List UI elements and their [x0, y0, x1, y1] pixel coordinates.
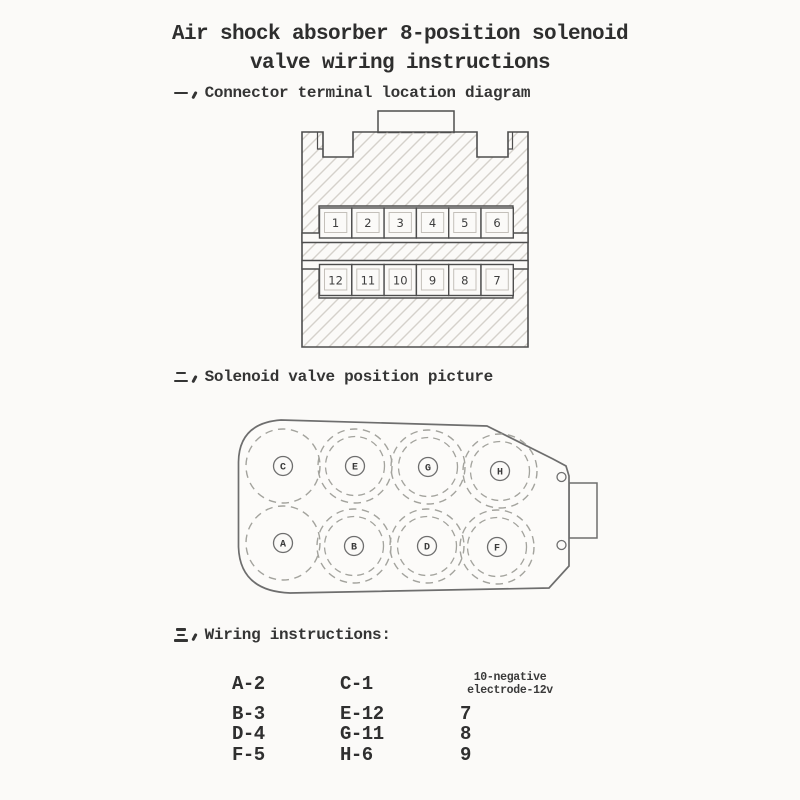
terminal-3: [384, 208, 416, 238]
cjk-comma-icon: [191, 633, 197, 641]
cjk-comma-icon: [191, 375, 197, 383]
svg-text:C: C: [279, 462, 287, 474]
terminal-6: [481, 208, 513, 238]
wiring-note-line1: 10-negative: [473, 670, 547, 684]
svg-text:1: 1: [331, 216, 340, 230]
svg-text:A: A: [279, 539, 287, 551]
svg-text:D: D: [423, 542, 431, 554]
svg-text:8: 8: [461, 273, 469, 288]
wiring-terminal-7: 7: [460, 703, 471, 725]
svg-text:E: E: [351, 462, 359, 474]
wiring-pair-c: C-1: [340, 673, 373, 695]
page-title-line1: Air shock absorber 8-position solenoid: [171, 23, 629, 46]
svg-text:G: G: [424, 463, 432, 475]
svg-text:10: 10: [392, 273, 408, 288]
section-heading-3: [173, 626, 391, 644]
cjk-numeral-three: [173, 627, 188, 643]
terminal-12: [320, 265, 352, 296]
valve-body: [239, 420, 570, 593]
cjk-numeral-two: [173, 369, 188, 385]
wiring-note-negative-electrode: [450, 664, 570, 704]
solenoid-valve-picture: [225, 408, 605, 600]
wiring-pair-g: G-11: [340, 723, 384, 745]
terminal-7: [481, 265, 513, 296]
terminal-2: [352, 208, 384, 238]
svg-text:6: 6: [493, 216, 501, 230]
wiring-terminal-9: 9: [460, 743, 471, 766]
wiring-pair-d: D-4: [232, 723, 265, 745]
wiring-pair-h: H-6: [340, 743, 373, 766]
wiring-pair-f: F-5: [232, 743, 265, 766]
svg-text:3: 3: [396, 216, 404, 230]
svg-text:11: 11: [360, 273, 376, 288]
svg-text:12: 12: [328, 273, 343, 288]
terminal-1: [320, 208, 352, 238]
svg-text:9: 9: [428, 273, 437, 288]
svg-text:2: 2: [364, 216, 372, 230]
svg-text:5: 5: [461, 216, 469, 230]
section-heading-2: [173, 368, 493, 386]
wiring-pair-a: A-2: [232, 673, 265, 695]
connector-key-tab: [378, 111, 454, 133]
wiring-table: [232, 664, 630, 765]
terminal-10: [384, 265, 416, 296]
wiring-terminal-8: 8: [460, 723, 471, 745]
svg-text:H: H: [496, 467, 504, 479]
terminal-4: [416, 208, 448, 238]
wiring-note-line2: electrode-12v: [467, 684, 553, 697]
connector-terminal-diagram: [293, 103, 537, 355]
terminal-9: [416, 265, 448, 296]
terminal-8: [449, 265, 481, 296]
section-heading-1: [173, 84, 530, 102]
wiring-pair-b: B-3: [232, 703, 265, 725]
svg-text:B: B: [350, 542, 358, 554]
svg-text:4: 4: [428, 216, 437, 230]
section-1-title: Connector terminal location diagram: [204, 84, 531, 102]
section-3-title: Wiring instructions:: [204, 626, 391, 644]
page-title: [0, 20, 800, 78]
cjk-numeral-one: [173, 85, 188, 101]
terminal-11: [352, 265, 384, 296]
section-2-title: Solenoid valve position picture: [204, 368, 493, 386]
valve-mount-tab: [569, 483, 597, 538]
page-title-line2: valve wiring instructions: [249, 52, 551, 75]
svg-text:7: 7: [493, 273, 501, 288]
cjk-comma-icon: [191, 91, 197, 99]
svg-text:F: F: [493, 543, 501, 555]
wiring-pair-e: E-12: [340, 703, 384, 725]
terminal-5: [449, 208, 481, 238]
